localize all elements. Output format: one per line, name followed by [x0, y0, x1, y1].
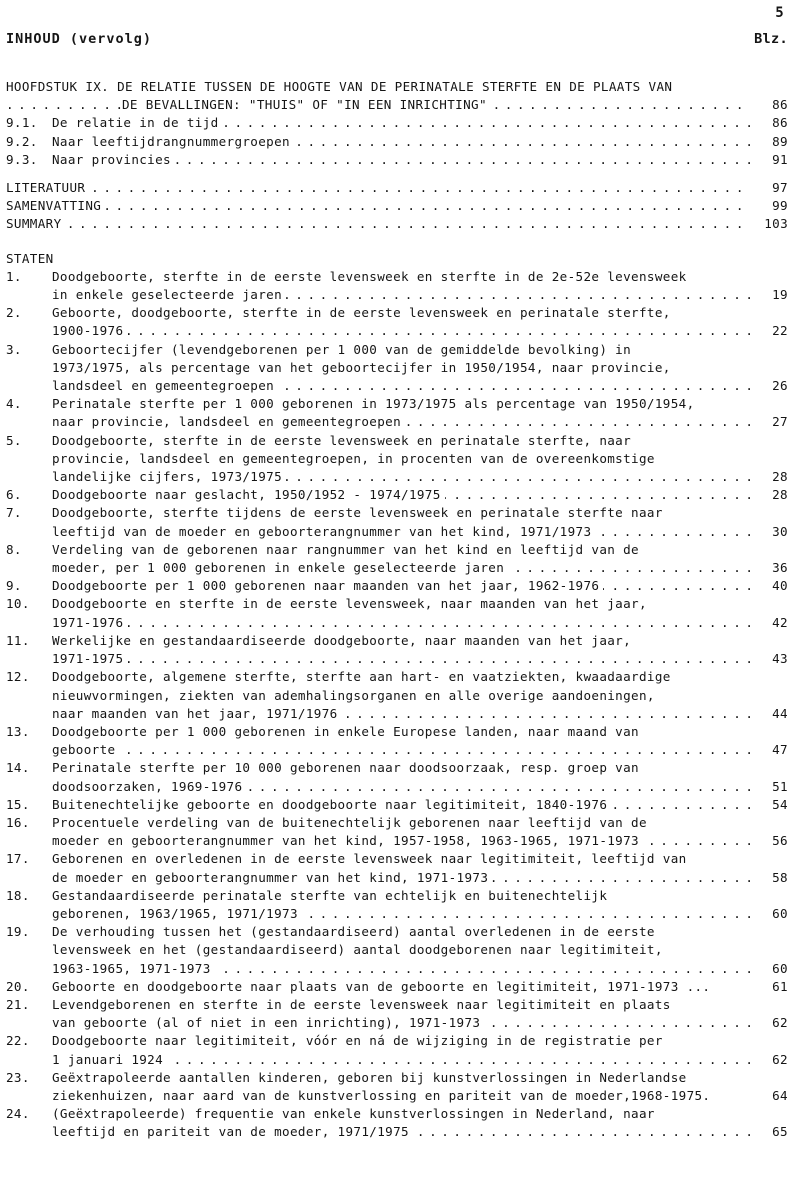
- entry-page: 19: [772, 287, 788, 303]
- entry-title: Doodgeboorte naar geslacht, 1950/1952 - 1974/1975: [52, 487, 445, 502]
- entry-title: leeftijd van de moeder en geboorterangnummer van het kind, 1971/1973: [52, 524, 595, 539]
- entry-page: 60: [772, 960, 788, 976]
- entry-page: 30: [772, 523, 788, 539]
- staat-line: [6, 541, 788, 559]
- staat-line: [6, 668, 788, 686]
- entry-page: 54: [772, 796, 788, 812]
- entry-number: 5.: [6, 432, 22, 448]
- page-title: INHOUD (vervolg): [6, 31, 153, 47]
- staat-entry: [6, 978, 788, 996]
- entry-number: 16.: [6, 814, 30, 830]
- entry-number: 4.: [6, 396, 22, 412]
- entry-number: 19.: [6, 924, 30, 940]
- entry-page: 28: [772, 487, 788, 503]
- staat-line: [6, 778, 788, 796]
- chapter-page: 86: [772, 97, 788, 113]
- staat-line: [6, 869, 788, 887]
- entry-page: 58: [772, 869, 788, 885]
- staat-entry: [6, 395, 788, 431]
- chapter-title-line: DE BEVALLINGEN: "THUIS" OF "IN EEN INRICHTING": [122, 97, 491, 112]
- entry-title: Doodgeboorte, algemene sterfte, sterfte aan hart- en vaatziekten, kwaadaardige: [52, 669, 675, 684]
- entry-page: 62: [772, 1015, 788, 1031]
- staat-line: [6, 377, 788, 395]
- entry-title: Levendgeborenen en sterfte in de eerste levensweek naar legitimiteit en plaats: [52, 997, 675, 1012]
- staat-line: [6, 796, 788, 814]
- toc-header: [6, 30, 788, 48]
- staat-line: [6, 996, 788, 1014]
- staat-line: [6, 905, 788, 923]
- entry-title: Buitenechtelijke geboorte en doodgeboorte naar legitimiteit, 1840-1976: [52, 797, 611, 812]
- entry-title: 1971-1975: [52, 651, 127, 666]
- staat-line: [6, 814, 788, 832]
- staat-line: [6, 1087, 788, 1105]
- staat-line: [6, 341, 788, 359]
- entry-page: 44: [772, 705, 788, 721]
- entry-page: 64: [772, 1087, 788, 1103]
- entry-title: naar provincie, landsdeel en gemeentegroepen: [52, 414, 405, 429]
- entry-number: 3.: [6, 341, 22, 357]
- entry-title: moeder en geboorterangnummer van het kind, 1957-1958, 1963-1965, 1971-1973: [52, 833, 643, 848]
- entry-title: Doodgeboorte per 1 000 geborenen naar maanden van het jaar, 1962-1976: [52, 578, 603, 593]
- staat-entry: [6, 1069, 788, 1105]
- entry-page: 56: [772, 833, 788, 849]
- entry-title: (Geëxtrapoleerde) frequentie van enkele kunstverlossingen in Nederland, naar: [52, 1106, 659, 1121]
- entry-title: van geboorte (al of niet in een inrichting), 1971-1973: [52, 1015, 484, 1030]
- entry-page: 99: [772, 198, 788, 214]
- entry-page: 91: [772, 151, 788, 167]
- entry-number: 9.: [6, 578, 22, 594]
- staat-line: [6, 978, 788, 996]
- entry-page: 36: [772, 560, 788, 576]
- staat-line: [6, 632, 788, 650]
- entry-title: 1900-1976: [52, 323, 127, 338]
- staat-entry: [6, 595, 788, 631]
- entry-title: 1 januari 1924: [52, 1052, 167, 1067]
- entry-page: 43: [772, 651, 788, 667]
- entry-title: moeder, per 1 000 geborenen in enkele geselecteerde jaren: [52, 560, 508, 575]
- entry-title: Werkelijke en gestandaardiseerde doodgeboorte, naar maanden van het jaar,: [52, 633, 635, 648]
- staten-list: [6, 268, 788, 1142]
- entry-page: 86: [772, 115, 788, 131]
- chapter-title-line: DE RELATIE TUSSEN DE HOOGTE VAN DE PERINATALE STERFTE EN DE PLAATS VAN: [117, 79, 673, 94]
- entry-title: Doodgeboorte per 1 000 geborenen in enkele Europese landen, naar maand van: [52, 724, 643, 739]
- staat-line: [6, 723, 788, 741]
- entry-title: De relatie in de tijd: [52, 115, 223, 130]
- entry-title: SUMMARY: [6, 216, 66, 231]
- entry-number: 15.: [6, 796, 30, 812]
- entry-title: Perinatale sterfte per 10 000 geborenen naar doodsoorzaak, resp. groep van: [52, 760, 643, 775]
- back-matter-list: [6, 179, 788, 234]
- entry-number: 18.: [6, 887, 30, 903]
- entry-title: SAMENVATTING: [6, 198, 105, 213]
- entry-title: Doodgeboorte en sterfte in de eerste levensweek, naar maanden van het jaar,: [52, 596, 651, 611]
- staat-line: [6, 395, 788, 413]
- entry-title: 1971-1976: [52, 615, 127, 630]
- staat-line: [6, 523, 788, 541]
- entry-title: Doodgeboorte, sterfte tijdens de eerste levensweek en perinatale sterfte naar: [52, 505, 667, 520]
- staat-line: [6, 1032, 788, 1050]
- entry-page: 62: [772, 1051, 788, 1067]
- entry-title: Geborenen en overledenen in de eerste levensweek naar legitimiteit, leeftijd van: [52, 851, 691, 866]
- page-column-label: Blz.: [754, 31, 788, 47]
- staat-line: [6, 504, 788, 522]
- staat-line: [6, 432, 788, 450]
- entry-title: levensweek en het (gestandaardiseerd) aantal doodgeborenen naar legitimiteit,: [52, 942, 667, 957]
- staat-line: [6, 268, 788, 286]
- staat-entry: [6, 850, 788, 886]
- staat-line: [6, 960, 788, 978]
- staat-line: [6, 1105, 788, 1123]
- staat-line: [6, 1069, 788, 1087]
- staat-line: [6, 705, 788, 723]
- staat-line: [6, 322, 788, 340]
- staat-entry: [6, 504, 788, 540]
- staat-entry: [6, 887, 788, 923]
- staat-line: [6, 614, 788, 632]
- staat-line: [6, 359, 788, 377]
- staat-line: [6, 941, 788, 959]
- entry-title: Naar leeftijdrangnummergroepen: [52, 134, 294, 149]
- page-number: 5: [775, 5, 784, 21]
- entry-title: 1973/1975, als percentage van het geboortecijfer in 1950/1954, naar provincie,: [52, 360, 675, 375]
- entry-page: 42: [772, 614, 788, 630]
- staat-entry: [6, 304, 788, 340]
- entry-page: 60: [772, 905, 788, 921]
- staat-line: [6, 1014, 788, 1032]
- entry-title: landsdeel en gemeentegroepen: [52, 378, 278, 393]
- staat-entry: [6, 796, 788, 814]
- entry-number: 11.: [6, 632, 30, 648]
- entry-number: 24.: [6, 1106, 30, 1122]
- entry-page: 27: [772, 414, 788, 430]
- entry-page: 28: [772, 469, 788, 485]
- entry-title: Doodgeboorte naar legitimiteit, vóór en ná de wijziging in de registratie per: [52, 1033, 667, 1048]
- entry-number: 20.: [6, 978, 30, 994]
- entry-number: 8.: [6, 541, 22, 557]
- chapter-ix: [6, 78, 788, 1142]
- entry-number: 2.: [6, 305, 22, 321]
- section-row: [6, 133, 788, 151]
- entry-page: 51: [772, 778, 788, 794]
- entry-title: Verdeling van de geborenen naar rangnummer van het kind en leeftijd van de: [52, 542, 643, 557]
- entry-title: Perinatale sterfte per 1 000 geborenen in 1973/1975 als percentage van 1950/1954,: [52, 396, 699, 411]
- staat-entry: [6, 1105, 788, 1141]
- staat-entry: [6, 268, 788, 304]
- entry-number: 9.3.: [6, 151, 38, 167]
- staten-heading-row: [6, 250, 788, 268]
- entry-number: 13.: [6, 723, 30, 739]
- entry-number: 14.: [6, 760, 30, 776]
- entry-page: 65: [772, 1124, 788, 1140]
- entry-page: 26: [772, 378, 788, 394]
- staat-entry: [6, 723, 788, 759]
- entry-title: ziekenhuizen, naar aard van de kunstverlossing en pariteit van de moeder,1968-1975.: [52, 1088, 714, 1103]
- staat-line: [6, 304, 788, 322]
- staten-heading: STATEN: [6, 250, 54, 266]
- entry-number: 12.: [6, 669, 30, 685]
- entry-title: naar maanden van het jaar, 1971/1976: [52, 706, 342, 721]
- entry-title: Doodgeboorte, sterfte in de eerste levensweek en sterfte in de 2e-52e levensweek: [52, 269, 691, 284]
- entry-title: LITERATUUR: [6, 180, 89, 195]
- staat-line: [6, 486, 788, 504]
- entry-page: 61: [772, 978, 788, 994]
- entry-title: doodsoorzaken, 1969-1976: [52, 779, 246, 794]
- staat-entry: [6, 1032, 788, 1068]
- staat-entry: [6, 996, 788, 1032]
- entry-page: 103: [764, 216, 788, 232]
- staat-entry: [6, 632, 788, 668]
- staat-line: [6, 850, 788, 868]
- entry-title: Procentuele verdeling van de buitenechtelijk geborenen naar leeftijd van de: [52, 815, 651, 830]
- entry-title: Doodgeboorte, sterfte in de eerste levensweek en perinatale sterfte, naar: [52, 433, 635, 448]
- staat-line: [6, 286, 788, 304]
- entry-number: 23.: [6, 1069, 30, 1085]
- entry-title: leeftijd en pariteit van de moeder, 1971/1975: [52, 1124, 413, 1139]
- entry-number: 1.: [6, 268, 22, 284]
- entry-number: 10.: [6, 596, 30, 612]
- staat-line: [6, 595, 788, 613]
- entry-title: de moeder en geboorterangnummer van het kind, 1971-1973: [52, 870, 492, 885]
- entry-title: nieuwvormingen, ziekten van ademhalingsorganen en alle overige aandoeningen,: [52, 688, 659, 703]
- entry-title: Gestandaardiseerde perinatale sterfte van echtelijk en buitenechtelijk: [52, 888, 611, 903]
- entry-page: 97: [772, 180, 788, 196]
- staat-line: [6, 577, 788, 595]
- entry-title: Geboorte, doodgeboorte, sterfte in de eerste levensweek en perinatale sterfte,: [52, 305, 675, 320]
- chapter-heading-line-1: [6, 78, 788, 96]
- staat-line: [6, 450, 788, 468]
- back-matter-row: [6, 215, 788, 233]
- staat-entry: [6, 759, 788, 795]
- staat-line: [6, 650, 788, 668]
- chapter-label: HOOFDSTUK IX.: [6, 79, 110, 94]
- staat-entry: [6, 432, 788, 487]
- staat-line: [6, 741, 788, 759]
- back-matter-row: [6, 179, 788, 197]
- staat-entry: [6, 668, 788, 723]
- staat-entry: [6, 923, 788, 978]
- staat-line: [6, 413, 788, 431]
- staat-line: [6, 832, 788, 850]
- back-matter-row: [6, 197, 788, 215]
- staat-entry: [6, 486, 788, 504]
- section-row: [6, 114, 788, 132]
- entry-number: 9.1.: [6, 115, 38, 131]
- entry-number: 17.: [6, 851, 30, 867]
- chapter-heading-line-2: [6, 96, 788, 114]
- entry-title: in enkele geselecteerde jaren: [52, 287, 286, 302]
- entry-title: geboorte: [52, 742, 119, 757]
- staat-entry: [6, 814, 788, 850]
- staat-line: [6, 759, 788, 777]
- staat-entry: [6, 541, 788, 577]
- entry-number: 9.2.: [6, 133, 38, 149]
- entry-title: provincie, landsdeel en gemeentegroepen, in procenten van de overeenkomstige: [52, 451, 659, 466]
- entry-page: 40: [772, 578, 788, 594]
- staat-line: [6, 468, 788, 486]
- entry-title: Geëxtrapoleerde aantallen kinderen, geboren bij kunstverlossingen in Nederlandse: [52, 1070, 691, 1085]
- staat-entry: [6, 341, 788, 396]
- staat-line: [6, 1051, 788, 1069]
- entry-number: 6.: [6, 487, 22, 503]
- entry-title: 1963-1965, 1971-1973: [52, 961, 215, 976]
- entry-title: Geboortecijfer (levendgeborenen per 1 000 van de gemiddelde bevolking) in: [52, 342, 635, 357]
- staat-line: [6, 887, 788, 905]
- staat-line: [6, 923, 788, 941]
- staat-line: [6, 559, 788, 577]
- entry-page: 22: [772, 323, 788, 339]
- entry-title: Geboorte en doodgeboorte naar plaats van de geboorte en legitimiteit, 1971-1973 ...: [52, 979, 714, 994]
- entry-title: landelijke cijfers, 1973/1975: [52, 469, 286, 484]
- section-row: [6, 151, 788, 169]
- staat-line: [6, 687, 788, 705]
- staat-entry: [6, 577, 788, 595]
- staat-line: [6, 1123, 788, 1141]
- entry-number: 21.: [6, 996, 30, 1012]
- entry-page: 89: [772, 133, 788, 149]
- entry-page: 47: [772, 742, 788, 758]
- entry-title: geborenen, 1963/1965, 1971/1973: [52, 906, 302, 921]
- chapter-sections: [6, 114, 788, 169]
- entry-number: 7.: [6, 505, 22, 521]
- entry-title: Naar provincies: [52, 152, 175, 167]
- entry-title: De verhouding tussen het (gestandaardiseerd) aantal overledenen in de eerste: [52, 924, 659, 939]
- entry-number: 22.: [6, 1033, 30, 1049]
